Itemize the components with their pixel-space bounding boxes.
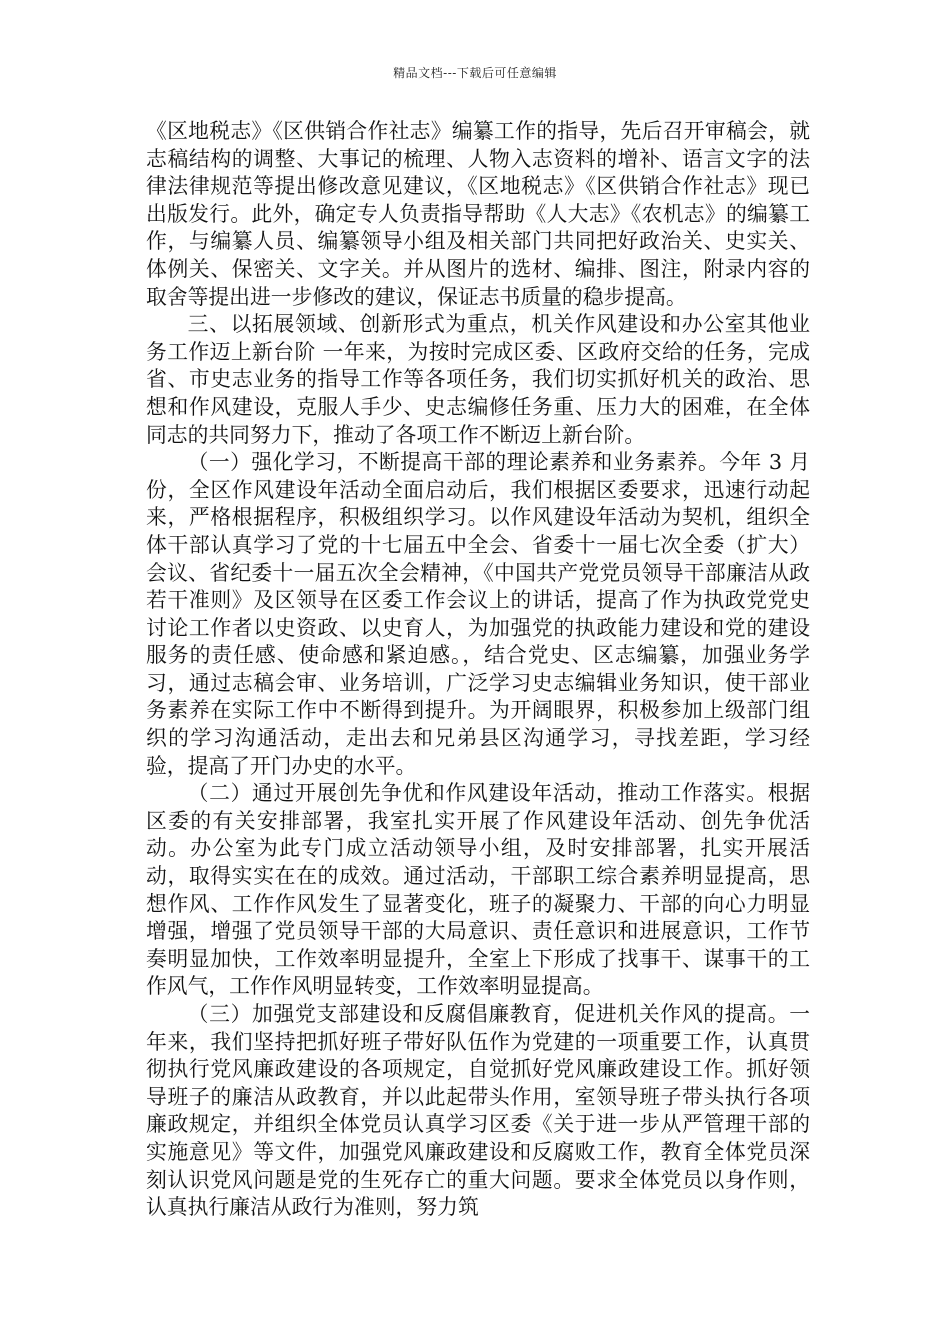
paragraph-item-three: （三）加强党支部建设和反腐倡廉教育，促进机关作风的提高。一年来，我们坚持把抓好班子带好队伍作为党建的一项重要工作，认真贯彻执行党风廉政建设的各项规定，自觉抓好党风廉政建设工作。抓好领导班子的廉洁从政教育，并以此起带头作用，室领导班子带头执行各项廉政规定，并组织全体党员认真学习区委《关于进一步从严管理干部的实施意见》等文件，加强党风廉政建设和反腐败工作，教育全体党员深刻认识党风问题是党的生死存亡的重大问题。要求全体党员以身作则，认真执行廉洁从政行为准则，努力筑	[146, 1002, 810, 1220]
paragraph-continuation: 《区地税志》《区供销合作社志》编纂工作的指导，先后召开审稿会，就志稿结构的调整、大事记的梳理、人物入志资料的增补、语言文字的法律法律规范等提出修改意见建议，《区地税志》《区供销合作社志》现已出版发行。此外，确定专人负责指导帮助《人大志》《农机志》的编纂工作，与编纂人员、编纂领导小组及相关部门共同把好政治关、史实关、体例关、保密关、文字关。并从图片的选材、编排、图注，附录内容的取舍等提出进一步修改的建议，保证志书质量的稳步提高。	[146, 119, 810, 309]
paragraph-item-two: （二）通过开展创先争优和作风建设年活动，推动工作落实。根据区委的有关安排部署，我室扎实开展了作风建设年活动、创先争优活动。办公室为此专门成立活动领导小组，及时安排部署，扎实开展活动，取得实实在在的成效。通过活动，干部职工综合素养明显提高，思想作风、工作作风发生了显著变化，班子的凝聚力、干部的向心力明显增强，增强了党员领导干部的大局意识、责任意识和进展意识，工作节奏明显加快，工作效率明显提升，全室上下形成了找事干、谋事干的工作风气，工作作风明显转变，工作效率明显提高。	[146, 781, 810, 999]
paragraph-item-one: （一）强化学习，不断提高干部的理论素养和业务素养。今年 3 月份，全区作风建设年活动全面启动后，我们根据区委要求，迅速行动起来，严格根据程序，积极组织学习。以作风建设年活动为契机，组织全体干部认真学习了党的十七届五中全会、省委十一届七次全委（扩大）会议、省纪委十一届五次全会精神，《中国共产党党员领导干部廉洁从政若干准则》及区领导在区委工作会议上的讲话，提高了作为执政党党史讨论工作者以史资政、以史育人，为加强党的执政能力建设和党的建设服务的责任感、使命感和紧迫感。，结合党史、区志编纂，加强业务学习，通过志稿会审、业务培训，广泛学习史志编辑业务知识，使干部业务素养在实际工作中不断得到提升。为开阔眼界，积极参加上级部门组织的学习沟通活动，走出去和兄弟县区沟通学习，寻找差距，学习经验，提高了开门办史的水平。	[146, 450, 810, 778]
page-header: 精品文档---下载后可任意编辑	[393, 66, 557, 80]
document-body	[146, 118, 810, 1222]
paragraph-section-three: 三、以拓展领域、创新形式为重点，机关作风建设和办公室其他业务工作迈上新台阶 一年来，为按时完成区委、区政府交给的任务，完成省、市史志业务的指导工作等各项任务，我们切实抓好机关的政治、思想和作风建设，克服人手少、史志编修任务重、压力大的困难，在全体同志的共同努力下，推动了各项工作不断迈上新台阶。	[146, 312, 810, 447]
